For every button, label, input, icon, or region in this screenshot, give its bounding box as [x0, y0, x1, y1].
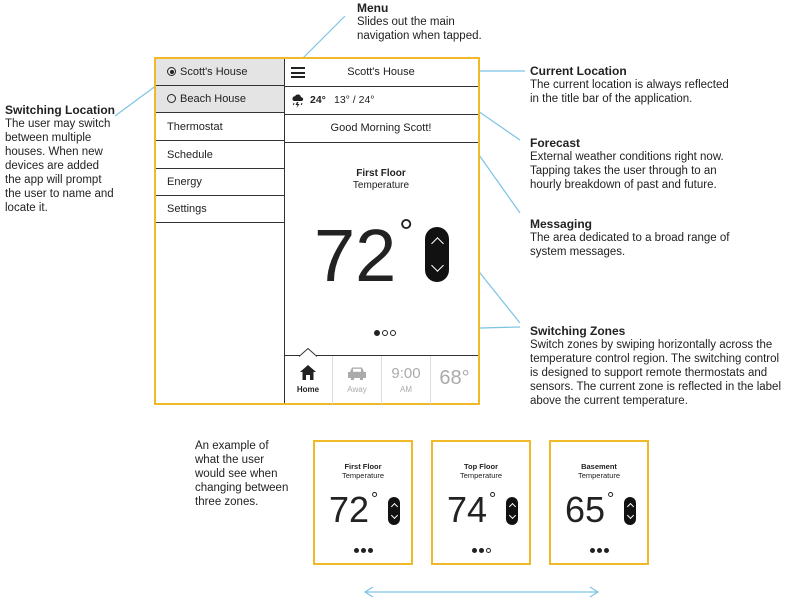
storm-cloud-icon [291, 94, 305, 108]
switching-zones-line: above the current temperature. [530, 395, 688, 407]
thermostat-app-mockup [154, 57, 480, 405]
zone-card-sublabel: Temperature [577, 471, 621, 480]
tab-label: Away [347, 385, 367, 394]
zone-card-dots [315, 548, 411, 553]
title-bar [284, 59, 478, 87]
example-annotation [195, 439, 288, 509]
forecast-current: 24° [310, 94, 326, 106]
sidebar [156, 59, 285, 403]
zone-label-line2: Temperature [352, 180, 410, 191]
switching-zones-annotation [530, 324, 781, 408]
page-dot-active [374, 330, 380, 336]
zone-card-dots [433, 548, 529, 553]
switching-zones-line: Switch zones by swiping horizontally across the [530, 339, 773, 351]
tab-schedule-time[interactable] [382, 356, 430, 404]
switching-zones-line: is designed to support remote thermostats and [530, 367, 768, 379]
tab-label: AM [400, 385, 412, 394]
switching-location-line: houses. When new [5, 146, 103, 158]
zone-card-label: First Floor [344, 462, 382, 471]
title-bar-title: Scott's House [347, 66, 415, 78]
switching-location-line: devices are added [5, 160, 99, 172]
switching-location-annotation [5, 103, 115, 215]
switching-location-line: between multiple [5, 132, 92, 144]
location-label: Beach House [180, 93, 247, 105]
page-dot [390, 330, 396, 336]
zone-page-dots[interactable] [373, 330, 397, 336]
radio-unselected-icon [167, 94, 176, 103]
car-icon [346, 366, 368, 381]
sidebar-item-energy[interactable] [156, 169, 284, 196]
house-icon [299, 364, 317, 381]
sidebar-item-label: Energy [167, 176, 202, 188]
example-line: three zones. [195, 496, 259, 508]
message-bar [284, 115, 478, 143]
switching-zones-line: sensors. The current zone is reflected in the label [530, 381, 782, 393]
switching-location-line: the user to name and [5, 188, 114, 200]
chevron-up-icon [509, 503, 516, 510]
forecast-annotation [530, 136, 724, 192]
example-line: would see when [195, 468, 278, 480]
example-line: changing between [195, 482, 289, 494]
messaging-title: Messaging [530, 217, 593, 231]
swipe-arrow-left-head [365, 587, 373, 597]
current-location-line: The current location is always reflected [530, 79, 729, 91]
menu-annotation-line: Slides out the main [357, 16, 455, 28]
zone-card-stepper [506, 497, 518, 525]
zone-card-dots [551, 548, 647, 553]
forecast-line: hourly breakdown of past and future. [530, 179, 717, 191]
current-temperature: 72 [314, 214, 397, 297]
zone-card-degree: ° [607, 489, 615, 509]
sidebar-item-settings[interactable] [156, 196, 284, 223]
example-line: what the user [195, 454, 265, 466]
forecast-line: External weather conditions right now. [530, 151, 724, 163]
switching-zones-line: temperature control region. The switching control [530, 353, 780, 365]
tab-setpoint[interactable] [431, 356, 478, 404]
location-item-beach-house[interactable] [156, 86, 284, 113]
menu-annotation-line: navigation when tapped. [357, 30, 482, 42]
zone-card-stepper [388, 497, 400, 525]
zone-card-temp: 74 [447, 489, 488, 530]
zone-card-first-floor [313, 440, 413, 565]
location-label: Scott's House [180, 66, 248, 78]
switching-location-line: the app will prompt [5, 174, 102, 186]
zone-card-sublabel: Temperature [459, 471, 503, 480]
radio-selected-icon [167, 67, 176, 76]
current-location-annotation [530, 64, 729, 106]
hamburger-icon[interactable] [291, 67, 305, 78]
switching-location-line: locate it. [5, 202, 48, 214]
sidebar-item-label: Settings [167, 203, 207, 215]
chevron-down-icon [509, 512, 516, 519]
messaging-line: system messages. [530, 246, 626, 258]
zone-card-temp: 65 [565, 489, 606, 530]
degree-symbol: ° [399, 211, 414, 252]
message-text: Good Morning Scott! [330, 122, 432, 134]
chevron-up-icon [391, 503, 398, 510]
forecast-line: Tapping takes the user through to an [530, 165, 717, 177]
page-dot [382, 330, 388, 336]
temperature-stepper[interactable] [425, 227, 449, 282]
tab-label: Home [296, 385, 320, 394]
tab-away[interactable] [333, 356, 381, 404]
bottom-tab-bar [284, 355, 478, 404]
messaging-annotation [530, 217, 729, 259]
sidebar-item-schedule[interactable] [156, 142, 284, 169]
current-location-title: Current Location [530, 64, 627, 78]
example-line: An example of [195, 440, 269, 452]
sidebar-item-label: Thermostat [167, 121, 223, 133]
chevron-up-icon[interactable] [431, 237, 444, 250]
zone-card-sublabel: Temperature [341, 471, 385, 480]
current-location-line: in the title bar of the application. [530, 93, 693, 105]
menu-annotation [357, 1, 482, 43]
zone-card-degree: ° [371, 489, 379, 509]
forecast-bar[interactable] [284, 87, 478, 115]
zone-card-degree: ° [489, 489, 497, 509]
chevron-down-icon [627, 512, 634, 519]
swipe-arrow-right-head [590, 587, 598, 597]
switching-zones-title: Switching Zones [530, 324, 626, 338]
sidebar-item-label: Schedule [167, 149, 213, 161]
sidebar-item-thermostat[interactable] [156, 114, 284, 141]
forecast-range: 13° / 24° [334, 94, 375, 106]
tab-time-value: 9:00 [391, 365, 421, 382]
zone-card-basement [549, 440, 649, 565]
zone-card-temp: 72 [329, 489, 370, 530]
zone-card-label: Basement [581, 462, 617, 471]
zone-card-top-floor [431, 440, 531, 565]
tab-setpoint-value: 68° [439, 367, 470, 389]
chevron-down-icon[interactable] [431, 259, 444, 272]
zone-label-line1: First Floor [356, 168, 406, 179]
chevron-up-icon [627, 503, 634, 510]
tab-home[interactable] [284, 356, 332, 404]
forecast-title: Forecast [530, 136, 581, 150]
location-item-scotts-house[interactable] [156, 59, 284, 86]
zone-card-stepper [624, 497, 636, 525]
zone-card-label: Top Floor [463, 462, 499, 471]
chevron-down-icon [391, 512, 398, 519]
messaging-line: The area dedicated to a broad range of [530, 232, 730, 244]
menu-annotation-title: Menu [357, 1, 389, 15]
switching-location-title: Switching Location [5, 103, 115, 117]
switching-location-line: The user may switch [5, 118, 111, 130]
